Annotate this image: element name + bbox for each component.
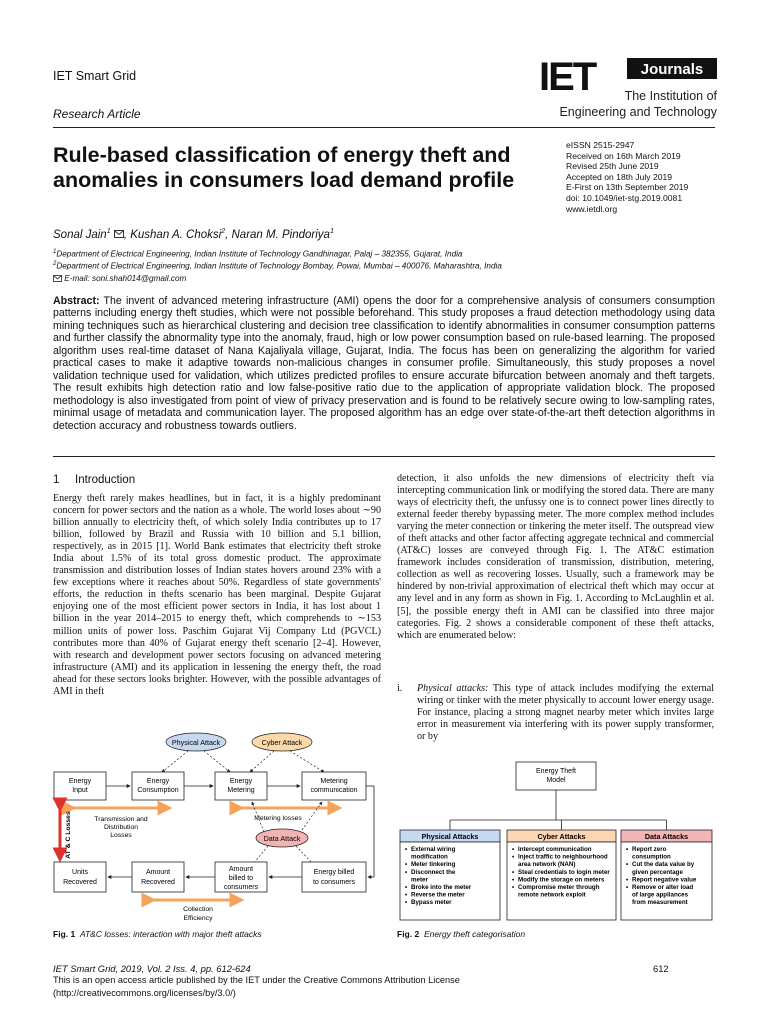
svg-text:communication: communication	[310, 787, 358, 794]
theft-item-text: Modify the storage on meters	[518, 876, 605, 884]
theft-item-text: Bypass meter	[411, 899, 452, 907]
svg-text:Transmission and: Transmission and	[94, 816, 148, 823]
metering-communication-node	[302, 772, 366, 800]
theft-item-bullet: •	[405, 899, 408, 907]
svg-text:Distribution: Distribution	[104, 824, 138, 831]
energy-billed-node	[302, 862, 366, 892]
figure-2-caption: Fig. 2 Energy theft categorisation	[397, 929, 526, 939]
theft-item-text: Broke into the meter	[411, 884, 472, 891]
meta-doi[interactable]: doi: 10.1049/iet-stg.2019.0081	[566, 192, 683, 203]
author-affiliation-mark: 1	[329, 228, 334, 235]
list-item-text: This type of attack includes modifying the external wiring or tinker with the meter physically to account lower energy usage. For instance, placing a strong magnet nearby meter which invites large error in measurement via interfering with its power supply transformer, or by	[417, 683, 714, 743]
theft-item-text: Cut the data value by	[632, 861, 695, 869]
svg-text:Energy: Energy	[146, 778, 170, 785]
physical-attacks-title: Physical Attacks	[421, 832, 479, 841]
svg-text:Energy billed: Energy billed	[313, 869, 355, 876]
svg-text:Input: Input	[72, 787, 88, 794]
meta-accepted: Accepted on 18th July 2019	[566, 171, 673, 182]
abstract-text: The invent of advanced metering infrastructure (AMI) opens the door for a comprehensive analysis of consumers consumption patterns including energy theft studies, which were not possible beforehand. This study proposes a fraud detection methodology using data mining techniques such as hierarchical clustering and decision tree classification to identify abnormalities in consumer consumption patterns and further classify the abnormality type into the anomaly, fraud, high or low power consumption based on rule-based learning. The proposed algorithm uses real-time dataset of Nana Kajaliyala village, Gujarat, India. The focus has been on generalizing the algorithm for varied practical cases to make it adaptive towards non-malicious changes in consumer profile. Simultaneously, this study proposes a novel validation technique used for validation, which utilizes predicted profiles to ensure accurate bifurcation between anomaly and theft targets. The result exhibits high detection ratio and low false-positive ratio due to the application of appropriate validation block. The proposed methodology is also investigated from point of view of privacy preservation and is found to be relatively secure owing to low-sampling rates, minimal usage of metadata and communication layer. The proposed algorithm has an edge over state-of-the-art theft detection algorithms in detection accuracy and robustness towards outliers.	[53, 295, 715, 432]
energy-theft-model-label: Model	[546, 777, 566, 784]
abstract-label: Abstract:	[53, 295, 100, 307]
cyber-attacks-title: Cyber Attacks	[537, 832, 586, 841]
meta-issn: eISSN 2515-2947	[566, 140, 635, 150]
theft-item-bullet: •	[512, 868, 515, 876]
figure-1-diagram	[52, 732, 385, 924]
svg-text:Energy: Energy	[229, 778, 253, 785]
data-attacks-title: Data Attacks	[644, 832, 689, 841]
theft-item-text: meter	[411, 876, 428, 884]
energy-theft-model-label: Energy Theft	[536, 768, 576, 775]
svg-text:Metering: Metering	[227, 787, 255, 794]
theft-item-bullet: •	[405, 868, 408, 876]
units-recovered-node	[54, 862, 106, 892]
energy-input-node	[54, 772, 106, 800]
theft-item-text: External wiring	[411, 846, 456, 853]
iet-logo	[539, 56, 717, 120]
theft-item-text: from measurement	[632, 899, 688, 907]
article-type: Research Article	[53, 107, 141, 121]
theft-item-text: Report zero	[632, 846, 667, 853]
paper-title	[53, 143, 553, 193]
svg-text:consumers: consumers	[223, 884, 259, 891]
footer-license: This is an open access article published by the IET under the Creative Commons Attribution License	[53, 975, 460, 985]
list-item	[397, 683, 714, 743]
svg-text:AT & C Losses: AT & C Losses	[65, 811, 72, 859]
iet-logo-letters: IET	[539, 56, 596, 99]
affiliation: $^2$Department of Electrical Engineering, Indian Institute of Technology Bombay, Powai, Mumbai – 400076, Maharashtra, India	[53, 261, 502, 271]
theft-item-bullet: •	[512, 876, 515, 884]
svg-text:Losses: Losses	[110, 832, 132, 839]
list-item-label: Physical attacks:	[417, 683, 489, 694]
amount-recovered-node	[132, 862, 184, 892]
meta-received: Received on 16th March 2019	[566, 150, 681, 161]
meta-efirst: E-First on 13th September 2019	[566, 182, 689, 193]
author-name: Naran M. Pindoriya	[231, 228, 330, 241]
svg-text:Physical Attack: Physical Attack	[171, 738, 221, 747]
theft-item-text: modification	[411, 853, 448, 861]
svg-text:Energy: Energy	[68, 778, 92, 785]
header-divider	[53, 127, 715, 128]
theft-item-bullet: •	[405, 861, 408, 869]
theft-item-bullet: •	[626, 846, 629, 853]
journals-badge-label: Journals	[640, 61, 704, 78]
theft-item-bullet: •	[626, 884, 629, 891]
theft-item-text: Meter tinkering	[411, 861, 456, 869]
theft-item-bullet: •	[626, 861, 629, 869]
theft-item-text: area network (NAN)	[518, 861, 576, 869]
corresponding-email[interactable]: E-mail: soni.shah014@gmail.com	[53, 274, 186, 283]
list-marker: i.	[397, 683, 403, 694]
body-text-right: detection, it also unfolds the new dimensions of electricity theft via intercepting communication link or modifying the stored data. There are many ways of electricity theft, the unfussy one is to connect power lines directly to external feeder thereby bypassing meter. The more complex method includes varying the meter connection or tinkering the meter itself. The outspread view of theft attacks and other factor affecting aggregate technical and commercial (AT&C) losses are conveyed through Fig. 1. The AT&C estimation framework includes consideration of transmission, distribution, metering, collection as well as recovering losses. Usually, such a framework may be hindered by non-trivial approximation of electrical theft which may occur at any level and in any form as shown in Fig. 1. According to McLaughlin et al. [5], the possible energy theft in AMI can be classified into three major categories. Fig. 2 shows a considerable component of these theft attacks, which are enumerated below:	[397, 473, 714, 641]
theft-item-bullet: •	[512, 846, 515, 853]
theft-item-text: Inject traffic to neighbourhood	[518, 853, 608, 861]
energy-consumption-node	[132, 772, 184, 800]
svg-text:billed to: billed to	[228, 875, 254, 882]
theft-item-text: remote network exploit	[518, 891, 586, 899]
paper-title-line: anomalies in consumers load demand profile	[53, 168, 515, 192]
theft-item-bullet: •	[405, 846, 408, 853]
svg-text:Consumption: Consumption	[137, 787, 179, 794]
publication-meta	[566, 140, 726, 214]
svg-text:Metering: Metering	[320, 778, 348, 785]
energy-metering-node	[215, 772, 267, 800]
svg-text:Recovered: Recovered	[63, 879, 97, 886]
svg-text:Cyber Attack: Cyber Attack	[261, 738, 303, 747]
theft-item-text: Disconnect the	[411, 868, 456, 876]
iet-logo-line1: The Institution of	[624, 89, 717, 103]
figure-2-diagram	[397, 758, 715, 922]
theft-item-text: Steal credentials to login meter	[518, 868, 610, 876]
theft-item-text: of large appliances	[632, 891, 689, 899]
svg-text:Metering losses: Metering losses	[254, 815, 302, 822]
author-affiliation-mark: 2	[221, 228, 226, 235]
theft-item-text: consumption	[632, 853, 671, 861]
author-list: Sonal Jain$^1$ , Kushan A. Choksi$^2$, Naran M. Pindoriya$^1$	[53, 228, 334, 241]
affiliation: $^1$Department of Electrical Engineering, Indian Institute of Technology Gandhinagar, Palaj – 382355, Gujarat, India	[53, 249, 463, 259]
theft-item-text: Remove or alter load	[632, 884, 694, 891]
iet-logo-line2: Engineering and Technology	[559, 105, 717, 119]
theft-item-bullet: •	[512, 853, 515, 861]
figure-1-caption: Fig. 1 AT&C losses: interaction with major theft attacks	[53, 929, 262, 939]
theft-item-text: Reverse the meter	[411, 891, 465, 899]
section-heading	[53, 474, 135, 486]
theft-item-text: Report negative value	[632, 876, 697, 884]
paper-title-line: Rule-based classification of energy theft and	[53, 143, 511, 167]
footer-citation	[53, 963, 669, 974]
body-text-left: Energy theft rarely makes headlines, but in fact, it is a highly predominant concern for power sectors and the nation as a whole. The world loses about ∼90 billion annually to electricity theft, of which solely India contributes up to 17 billion, followed by Brazil and Russia with 10 billion and 5.1 billion, respectively, as in 2015 [1]. World Bank estimates that electricity theft stroke India about 1.5% of its total gross domestic product. The approximate transmission and distribution losses of Indian states hovers around 23% with a few exceptions where it reaches about 50%. Regardless of state governments' efforts, the reduction in thefts scenario has been marginal. Despite Gujarat enjoying one of the most efficient power sectors in India, it has lost about 1 billion in the year 2014–2015 to energy theft, which comprehends to ∼153 million units of power loss. Paschim Gujarat Vij Company Ltd (PGVCL) contributes more than 40% of Gujarat energy theft scenario [2–4]. However, with research and development power sectors focusing on advanced metering infrastructure (AMI) and its application in lessening the energy theft, the road ahead for these sectors looks brighter. However, with the possible advantages of AMI in theft	[53, 493, 381, 697]
svg-text:Units: Units	[72, 869, 88, 876]
theft-item-text: Compromise meter through	[518, 884, 600, 891]
theft-item-text: given percentage	[632, 868, 683, 876]
theft-item-bullet: •	[626, 876, 629, 884]
theft-item-text: Intercept communication	[518, 846, 592, 853]
theft-item-bullet: •	[405, 884, 408, 891]
footer-license-url[interactable]: (http://creativecommons.org/licenses/by/3.0/)	[53, 988, 236, 998]
svg-text:Collection: Collection	[183, 906, 213, 913]
author-name: Kushan A. Choksi	[130, 228, 222, 241]
energy-theft-model-node	[516, 762, 596, 790]
section-title: Introduction	[75, 474, 136, 486]
author-name: Sonal Jain	[53, 228, 107, 241]
meta-revised: Revised 25th June 2019	[566, 161, 659, 172]
svg-text:Data Attack: Data Attack	[263, 834, 301, 843]
svg-text:Efficiency: Efficiency	[183, 915, 213, 922]
svg-text:Amount: Amount	[145, 869, 171, 876]
author-affiliation-mark: 1	[106, 228, 111, 235]
svg-text:Amount: Amount	[228, 866, 254, 873]
footer-citation-text: IET Smart Grid, 2019, Vol. 2 Iss. 4, pp. 612-624	[53, 963, 251, 974]
theft-item-bullet: •	[405, 891, 408, 899]
meta-website[interactable]: www.ietdl.org	[566, 203, 618, 214]
svg-text:Recovered: Recovered	[141, 879, 175, 886]
svg-text:to consumers: to consumers	[312, 879, 356, 886]
journal-name: IET Smart Grid	[53, 69, 137, 83]
theft-item-bullet: •	[512, 884, 515, 891]
envelope-icon[interactable]	[114, 230, 124, 238]
envelope-icon	[53, 275, 62, 282]
page-number: 612	[653, 963, 669, 974]
abstract-divider	[53, 456, 715, 457]
abstract	[53, 295, 715, 432]
section-number: 1	[53, 474, 60, 486]
